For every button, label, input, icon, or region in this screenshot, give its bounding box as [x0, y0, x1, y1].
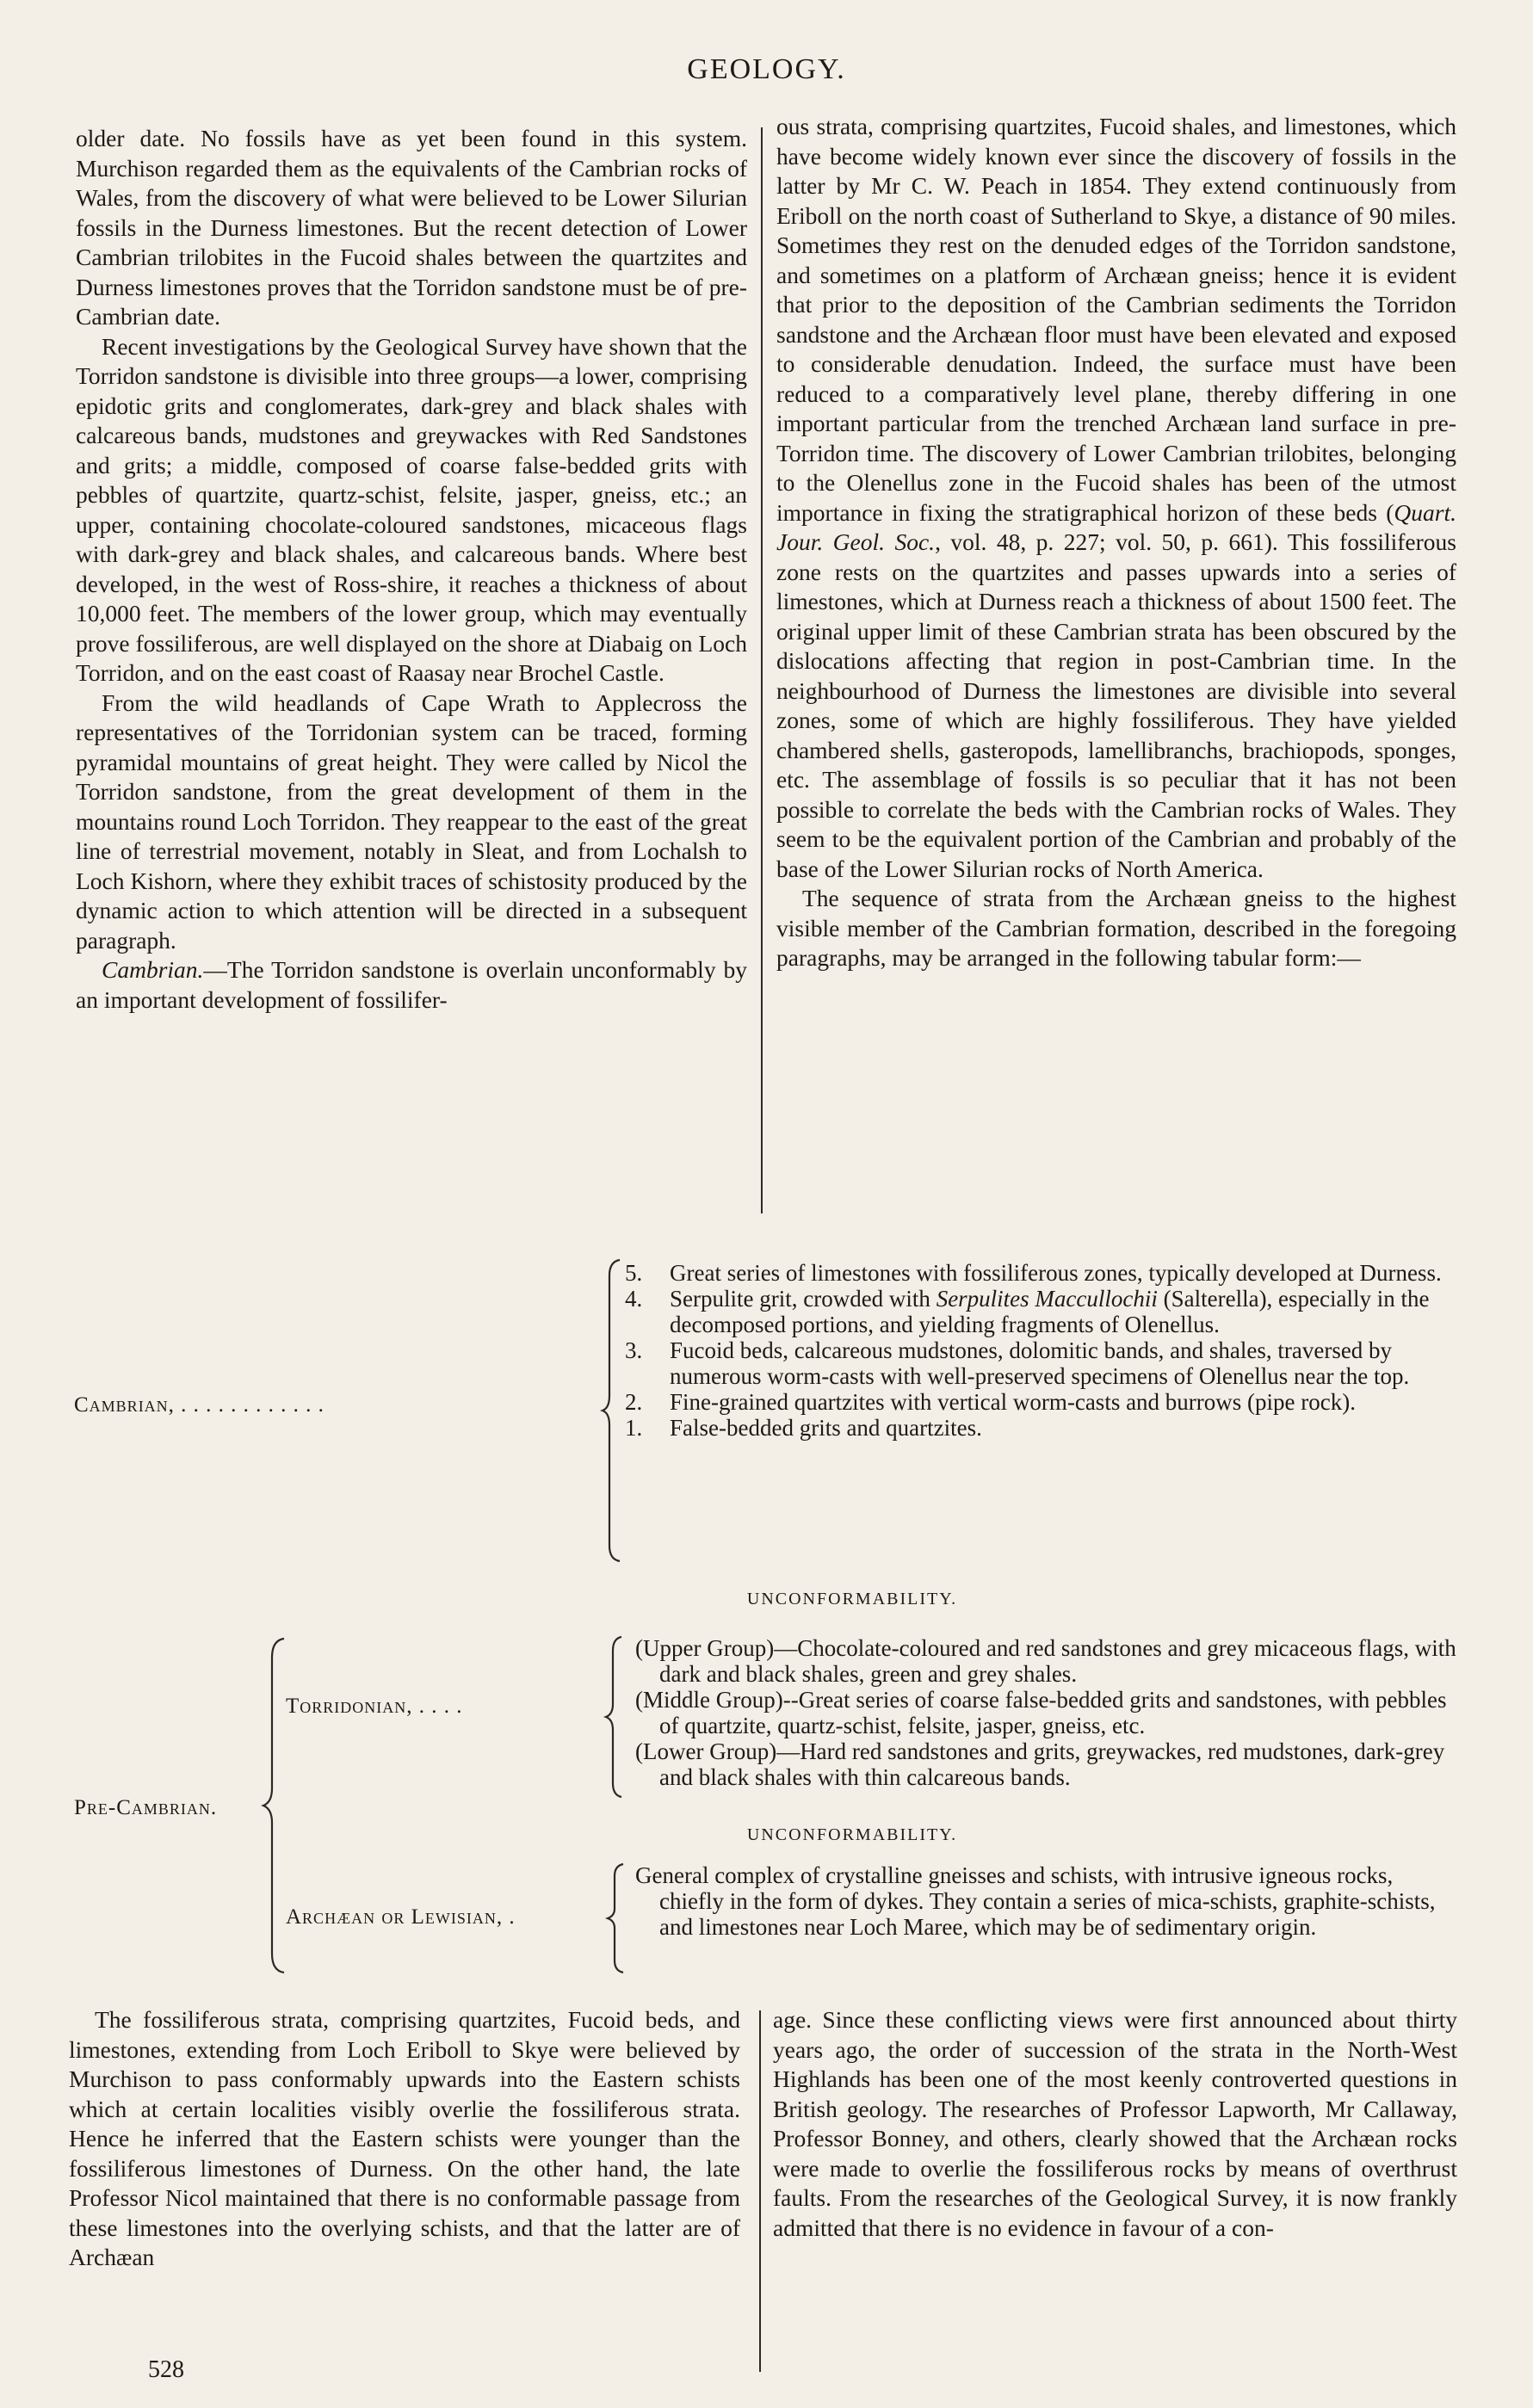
- brace-archaean: [608, 1862, 627, 1974]
- page-number: 528: [148, 2356, 184, 2383]
- page-header: GEOLOGY.: [687, 53, 846, 85]
- column-divider: [761, 127, 763, 1213]
- unconformability-label: UNCONFORMABILITY.: [746, 1825, 958, 1844]
- item-text: Fine-grained quartzites with vertical worm-casts and burrows (pipe rock).: [670, 1389, 1356, 1415]
- item-text: Fucoid beds, calcareous mudstones, dolomitic bands, and shales, traversed by numerous worm-casts with well-preserved specimens of Olenellus near the top.: [670, 1337, 1410, 1389]
- torridonian-label: Torridonian, . . . .: [286, 1695, 463, 1718]
- cambrian-item-1: [625, 1415, 1460, 1441]
- archaean-items: [635, 1862, 1462, 1940]
- paragraph-text: , vol. 48, p. 227; vol. 50, p. 661). This fossiliferous zone rests on the quartzites and passes upwards into a series of limestones, which at Durness reach a thickness of about 1500 feet. The original upper limit of these Cambrian strata has been obscured by the dislocations affecting that region in post-Cambrian time. In the neighbourhood of Durness the limestones are divisible into several zones, some of which are highly fossiliferous. They have yielded chambered shells, gasteropods, lamellibranchs, brachiopods, sponges, etc. The assemblage of fossils is so peculiar that it has not been possible to correlate the beds with the Cambrian rocks of Wales. They seem to be the equivalent portion of the Cambrian and probably of the base of the Lower Silurian rocks of North America.: [776, 528, 1456, 882]
- paragraph-text: —The Torridon sandstone is overlain unconformably by an important development of fossilifer-: [76, 956, 747, 1013]
- torridonian-upper: (Upper Group)—Chocolate-coloured and red sandstones and grey micaceous flags, with dark and black shales, green and grey shales.: [635, 1635, 1456, 1687]
- paragraph-cambrian: [76, 955, 747, 1015]
- brace-torridonian: [606, 1635, 625, 1799]
- column-right-top: [776, 112, 1456, 973]
- paragraph: The sequence of strata from the Archæan gneiss to the highest visible member of the Cambrian formation, described in the foregoing paragraphs, may be arranged in the following tabular form:—: [776, 885, 1456, 971]
- column-right-bottom: [773, 2005, 1457, 2243]
- unconformability-label: UNCONFORMABILITY.: [746, 1590, 958, 1608]
- torridonian-items: [635, 1635, 1462, 1790]
- brace-cambrian: [603, 1258, 623, 1563]
- item-text: False-bedded grits and quartzites.: [670, 1415, 982, 1441]
- cambrian-item-2: [625, 1389, 1460, 1415]
- item-text: Serpulite grit, crowded with: [670, 1286, 936, 1312]
- species-name: Serpulites Maccullochii: [936, 1286, 1158, 1312]
- torridonian-lower: (Lower Group)—Hard red sandstones and grits, greywackes, red mudstones, dark-grey and black shales with thin calcareous bands.: [635, 1738, 1445, 1790]
- column-left-top: [76, 124, 747, 1015]
- paragraph: From the wild headlands of Cape Wrath to Applecross the representatives of the Torridonian system can be traced, forming pyramidal mountains of great height. They were called by Nicol the Torridon sandstone, from the great development of them in the mountains round Loch Torridon. They reappear to the east of the great line of terrestrial movement, notably in Sleat, and from Lochalsh to Loch Kishorn, where they exhibit traces of schistosity produced by the dynamic action to which attention will be directed in a subsequent paragraph.: [76, 688, 747, 954]
- item-number: 2.: [625, 1389, 643, 1415]
- cambrian-item-4: [625, 1286, 1460, 1337]
- archaean-label: Archæan or Lewisian, .: [286, 1905, 516, 1929]
- paragraph: Recent investigations by the Geological Survey have shown that the Torridon sandstone is divisible into three groups—a lower, comprising epidotic grits and conglomerates, dark-grey and black shales with calcareous bands, mudstones and greywackes with Red Sandstones and grits; a middle, composed of coarse false-bedded grits with pebbles of quartzite, quartz-schist, felsite, jasper, gneiss, etc.; an upper, containing chocolate-coloured sandstones, micaceous flags with dark-grey and black shales, and calcareous bands. Where best developed, in the west of Ross-shire, it reaches a thickness of about 10,000 feet. The members of the lower group, which may eventually prove fossiliferous, are well displayed on the shore at Diabaig on Loch Torridon, and on the east coast of Raasay near Brochel Castle.: [76, 332, 747, 686]
- paragraph: age. Since these conflicting views were first announced about thirty years ago, the order of succession of the strata in the North-West Highlands has been one of the most keenly controverted questions in British geology. The researches of Professor Lapworth, Mr Callaway, Professor Bonney, and others, clearly showed that the Archæan rocks were made to overlie the fossiliferous rocks by means of overthrust faults. From the researches of the Geological Survey, it is now frankly admitted that there is no evidence in favour of a con-: [773, 2006, 1457, 2241]
- cambrian-item-3: [625, 1337, 1460, 1389]
- section-heading: Cambrian.: [102, 956, 204, 983]
- item-number: 5.: [625, 1260, 643, 1286]
- column-left-bottom: [69, 2005, 740, 2273]
- item-text: (Salterella), especially in the decomposed portions, and yielding fragments of Olenellus.: [670, 1286, 1430, 1337]
- paragraph: older date. No fossils have as yet been found in this system. Murchison regarded them as the equivalents of the Cambrian rocks of Wales, from the discovery of what were believed to be Lower Silurian fossils in the Durness limestones. But the recent detection of Lower Cambrian trilobites in the Fucoid shales between the quartzites and Durness limestones proves that the Torridon sandstone must be of pre-Cambrian date.: [76, 125, 747, 330]
- item-number: 3.: [625, 1337, 643, 1363]
- precambrian-label: Pre-Cambrian.: [74, 1796, 218, 1819]
- item-number: 4.: [625, 1286, 643, 1312]
- torridonian-middle: (Middle Group)--Great series of coarse false-bedded grits and sandstones, with pebbles of quartzite, quartz-schist, felsite, jasper, gneiss, etc.: [635, 1687, 1447, 1738]
- item-number: 1.: [625, 1415, 643, 1441]
- journal-reference: Quart. Jour. Geol. Soc.: [776, 498, 1456, 555]
- paragraph: [776, 112, 1456, 884]
- paragraph: The fossiliferous strata, comprising quartzites, Fucoid beds, and limestones, extending from Loch Eriboll to Skye were believed by Murchison to pass conformably upwards into the Eastern schists which at certain localities visibly overlie the fossiliferous strata. Hence he inferred that the Eastern schists were younger than the fossiliferous limestones of Durness. On the other hand, the late Professor Nicol maintained that there is no conformable passage from these limestones into the overlying schists, and that the latter are of Archæan: [69, 2006, 740, 2270]
- cambrian-label: Cambrian, . . . . . . . . . . . .: [74, 1393, 325, 1417]
- column-divider: [759, 2010, 761, 2372]
- cambrian-items: [625, 1260, 1460, 1441]
- item-text: Great series of limestones with fossiliferous zones, typically developed at Durness.: [670, 1260, 1442, 1286]
- cambrian-item-5: [625, 1260, 1460, 1286]
- paragraph-text: ous strata, comprising quartzites, Fucoid shales, and limestones, which have become widely known ever since the discovery of fossils in the latter by Mr C. W. Peach in 1854. They extend continuously from Eriboll on the north coast of Sutherland to Skye, a distance of 90 miles. Sometimes they rest on the denuded edges of the Torridon sandstone, and sometimes on a platform of Archæan gneiss; hence it is evident that prior to the deposition of the Cambrian sediments the Torridon sandstone and the Archæan floor must have been elevated and exposed to considerable denudation. Indeed, the surface must have been reduced to a comparatively level plane, thereby differing in one important particular from the trenched Archæan land surface in pre-Torridon time. The discovery of Lower Cambrian trilobites, belonging to the Olenellus zone in the Fucoid shales has been of the utmost importance in fixing the stratigraphical horizon of these beds (: [776, 113, 1456, 526]
- archaean-description: General complex of crystalline gneisses and schists, with intrusive igneous rocks, chiefly in the form of dykes. They contain a series of mica-schists, graphite-schists, and limestones near Loch Maree, which may be of sedimentary origin.: [635, 1862, 1436, 1940]
- brace-precambrian: [262, 1637, 287, 1974]
